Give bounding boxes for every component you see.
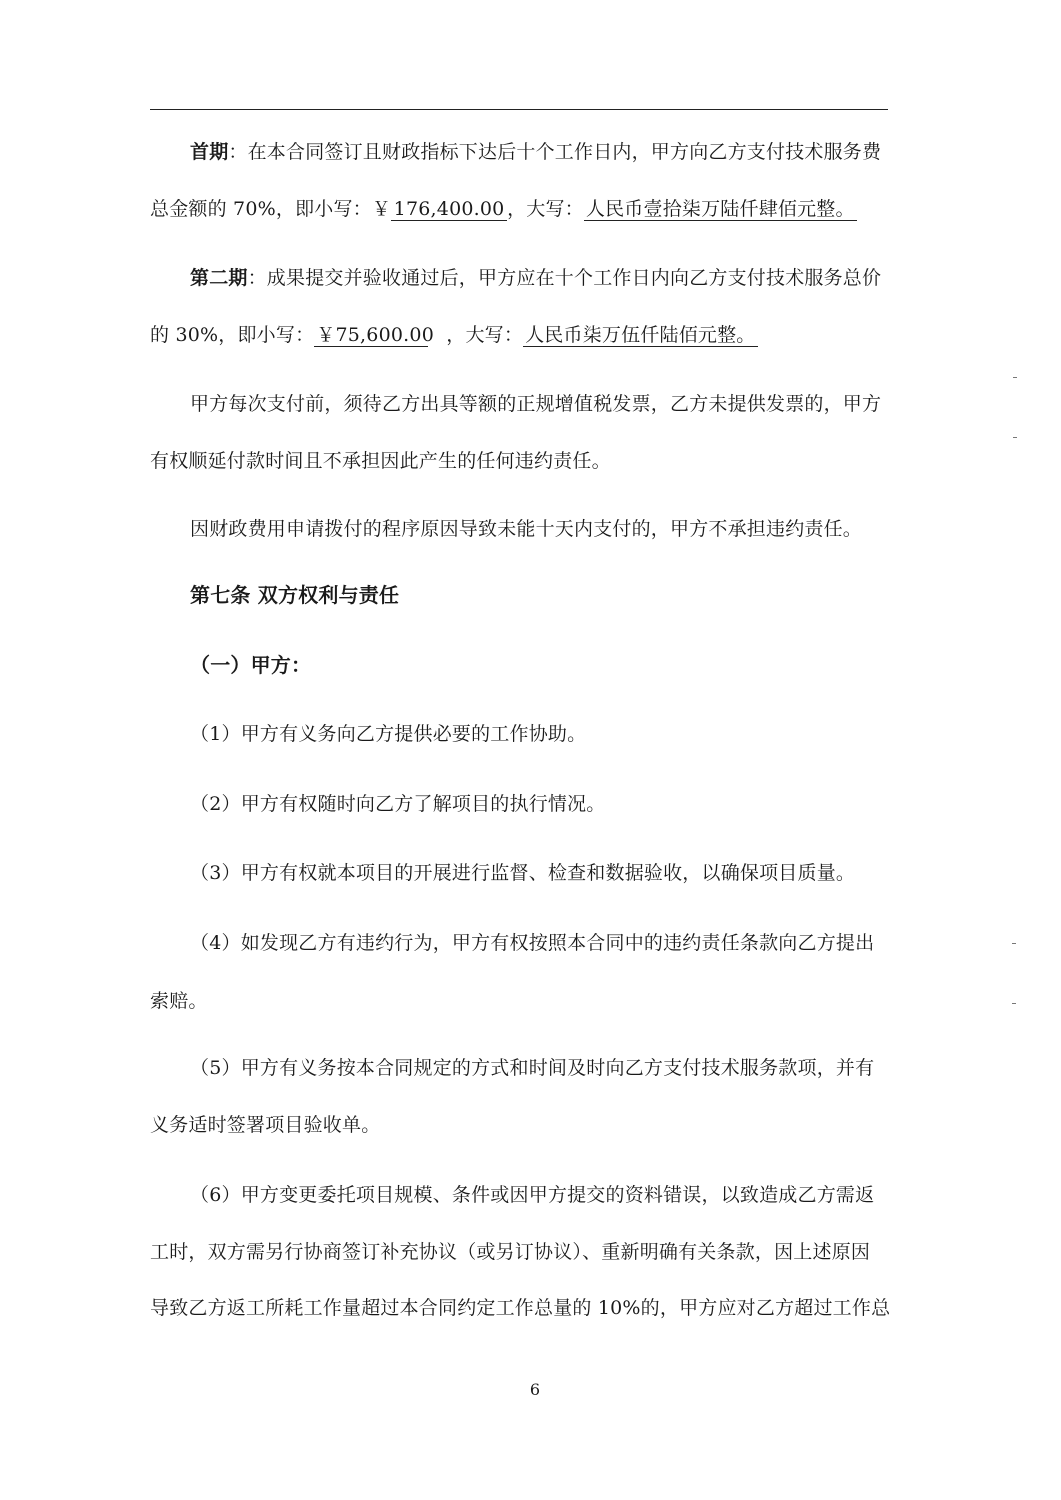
scan-speck — [1012, 943, 1016, 944]
party-a-heading: （一）甲方： — [190, 653, 312, 677]
second-payment-line-1: 第二期：成果提交并验收通过后，甲方应在十个工作日内向乙方支付技术服务总价 — [190, 267, 882, 289]
first-amount-figure: 176,400.00 — [391, 198, 507, 221]
item-4-line-2: 索赔。 — [150, 990, 208, 1012]
first-amount-words: 人民币壹拾柒万陆仟肆佰元整。 — [585, 198, 855, 220]
item-6-line-3: 导致乙方返工所耗工作量超过本合同约定工作总量的 10%的，甲方应对乙方超过工作总 — [150, 1297, 891, 1319]
first-payment-line-1: 首期：在本合同签订且财政指标下达后十个工作日内，甲方向乙方支付技术服务费 — [190, 141, 882, 163]
invoice-line-2: 有权顺延付款时间且不承担因此产生的任何违约责任。 — [150, 450, 611, 472]
second-payment-label: 第二期 — [190, 267, 248, 289]
first-payment-label: 首期 — [190, 141, 229, 163]
article-7-title: 第七条 双方权利与责任 — [190, 583, 400, 607]
item-5-line-2: 义务适时签署项目验收单。 — [150, 1114, 381, 1136]
item-6-line-2: 工时，双方需另行协商签订补充协议（或另订协议）、重新明确有关条款，因上述原因 — [150, 1241, 871, 1263]
delay-note: 因财政费用申请拨付的程序原因导致未能十天内支付的，甲方不承担违约责任。 — [190, 518, 863, 540]
invoice-line-1: 甲方每次支付前，须待乙方出具等额的正规增值税发票，乙方未提供发票的，甲方 — [190, 393, 882, 415]
scan-speck — [1013, 437, 1017, 438]
scan-speck — [1013, 377, 1017, 378]
second-payment-line-2: 的 30%，即小写： ￥75,600.00 ，大写： 人民币柒万伍仟陆佰元整。 — [150, 324, 756, 346]
item-3: （3）甲方有权就本项目的开展进行监督、检查和数据验收，以确保项目质量。 — [190, 862, 856, 884]
page-number: 6 — [529, 1380, 541, 1399]
item-4-line-1: （4）如发现乙方有违约行为，甲方有权按照本合同中的违约责任条款向乙方提出 — [190, 932, 875, 954]
second-amount-figure: ￥75,600.00 — [316, 324, 434, 346]
item-1: （1）甲方有义务向乙方提供必要的工作协助。 — [190, 723, 587, 745]
item-6-line-1: （6）甲方变更委托项目规模、条件或因甲方提交的资料错误，以致造成乙方需返 — [190, 1184, 875, 1206]
first-payment-line-2: 总金额的 70%，即小写：￥ 176,400.00 ，大写： 人民币壹拾柒万陆仟肆佰元整。 — [150, 198, 855, 220]
item-2: （2）甲方有权随时向乙方了解项目的执行情况。 — [190, 793, 606, 815]
header-rule — [150, 109, 888, 110]
scan-speck — [1012, 1003, 1016, 1004]
item-5-line-1: （5）甲方有义务按本合同规定的方式和时间及时向乙方支付技术服务款项，并有 — [190, 1057, 875, 1079]
second-amount-words: 人民币柒万伍仟陆佰元整。 — [525, 324, 756, 346]
